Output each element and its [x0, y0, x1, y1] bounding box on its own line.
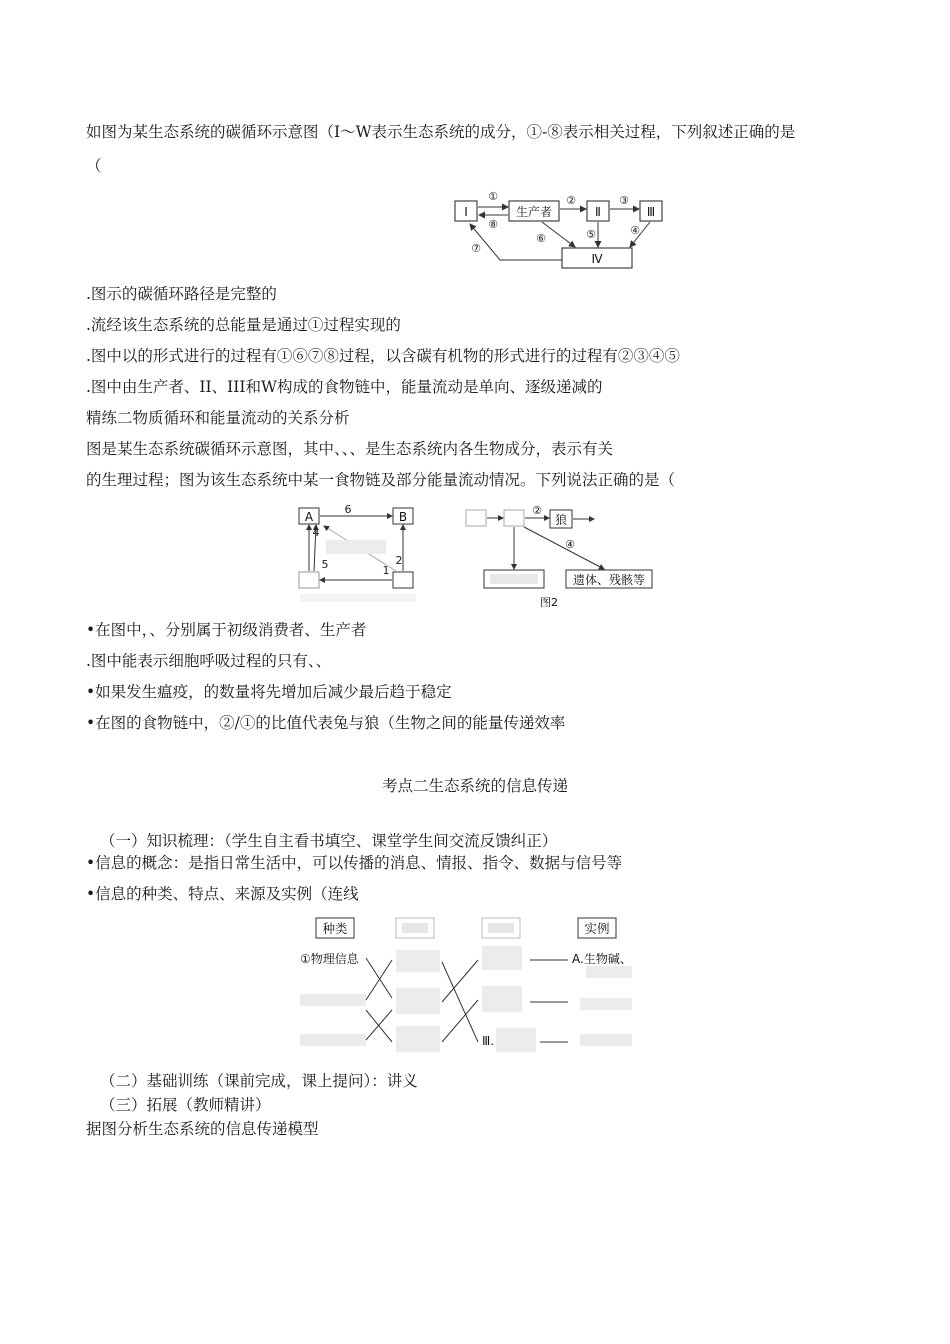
- label-5: ⑤: [586, 228, 596, 241]
- label-3: ③: [619, 194, 629, 207]
- q1-option-d: .图中由生产者、II、III和W构成的食物链中，能量流动是单向、逐级递减的: [86, 378, 603, 396]
- figure-2: [460, 502, 660, 612]
- box-producer-label: 生产者: [515, 205, 553, 219]
- col4-header: 实例: [584, 921, 610, 936]
- fig1-label-5: 5: [321, 558, 329, 571]
- item-physical-info: ①物理信息: [300, 952, 359, 966]
- label-7: ⑦: [471, 242, 481, 255]
- q1-option-b: .流经该生态系统的总能量是通过①过程实现的: [86, 316, 401, 334]
- fig2-caption: 图2: [540, 596, 558, 609]
- section2-stem-line2: 的生理过程；图为该生态系统中某一食物链及部分能量流动情况。下列说法正确的是（: [86, 471, 676, 489]
- label-1: ①: [488, 190, 498, 203]
- section2-stem-line1: 图是某生态系统碳循环示意图，其中、、、是生态系统内各生物成分，表示有关: [86, 440, 614, 458]
- kaodian2-heading: 考点二生态系统的信息传递: [381, 777, 568, 795]
- section2-option-a: •在图中，、分别属于初级消费者、生产者: [86, 621, 367, 639]
- fig1-label-4: 4: [312, 526, 320, 539]
- q1-option-a: .图示的碳循环路径是完整的: [86, 285, 277, 303]
- kaodian2-p1: （一）知识梳理：（学生自主看书填空、课堂学生间交流反馈纠正）: [100, 832, 558, 850]
- kaodian2-p5: （三）拓展（教师精讲）: [100, 1096, 271, 1114]
- section2-option-d: •在图的食物链中，②/①的比值代表兔与狼（生物之间的能量传递效率: [86, 714, 566, 732]
- info-matching-diagram: [296, 914, 646, 1070]
- q1-stem-line2: （: [86, 157, 102, 175]
- section2-title: 精练二物质循环和能量流动的关系分析: [86, 409, 350, 427]
- fig1-box-b: B: [398, 510, 408, 524]
- fig2-label-4: ④: [565, 538, 575, 551]
- label-4: ④: [630, 224, 640, 237]
- fig1-box-a: A: [304, 510, 314, 524]
- item-iii: Ⅲ.: [482, 1034, 495, 1048]
- item-alkaloid: A.生物碱、: [572, 952, 632, 966]
- col1-header: 种类: [322, 921, 348, 936]
- section2-option-b: .图中能表示细胞呼吸过程的只有、、: [86, 652, 332, 670]
- box-ii-label: Ⅱ: [595, 205, 601, 219]
- fig2-box-wolf: 狼: [554, 513, 568, 527]
- kaodian2-p4: （二）基础训练（课前完成，课上提问）：讲义: [100, 1072, 418, 1090]
- fig1-label-2: 2: [395, 554, 403, 567]
- box-iv-label: Ⅳ: [591, 252, 603, 266]
- kaodian2-p3: •信息的种类、特点、来源及实例（连线: [86, 885, 359, 903]
- carbon-cycle-figure: [450, 188, 680, 274]
- figure-1: [296, 502, 420, 612]
- box-iii-label: Ⅲ: [646, 205, 656, 219]
- q1-option-c: .图中以的形式进行的过程有①⑥⑦⑧过程，以含碳有机物的形式进行的过程有②③④⑤: [86, 347, 680, 365]
- label-6: ⑥: [536, 232, 546, 245]
- kaodian2-p2: •信息的概念：是指日常生活中，可以传播的消息、情报、指令、数据与信号等: [86, 854, 623, 872]
- label-2: ②: [566, 194, 576, 207]
- fig1-label-6: 6: [344, 503, 352, 516]
- fig2-box-remains: 遗体、残骸等: [572, 573, 646, 587]
- section2-option-c: •如果发生瘟疫，的数量将先增加后减少最后趋于稳定: [86, 683, 452, 701]
- label-8: ⑧: [488, 218, 498, 231]
- box-i-label: Ⅰ: [464, 205, 468, 219]
- q1-stem-line1: 如图为某生态系统的碳循环示意图（I～W表示生态系统的成分，①-⑧表示相关过程，下列叙述正确的是: [86, 123, 796, 141]
- kaodian2-p6: 据图分析生态系统的信息传递模型: [86, 1120, 319, 1138]
- fig2-label-2: ②: [532, 504, 542, 517]
- fig1-label-1: 1: [382, 564, 390, 577]
